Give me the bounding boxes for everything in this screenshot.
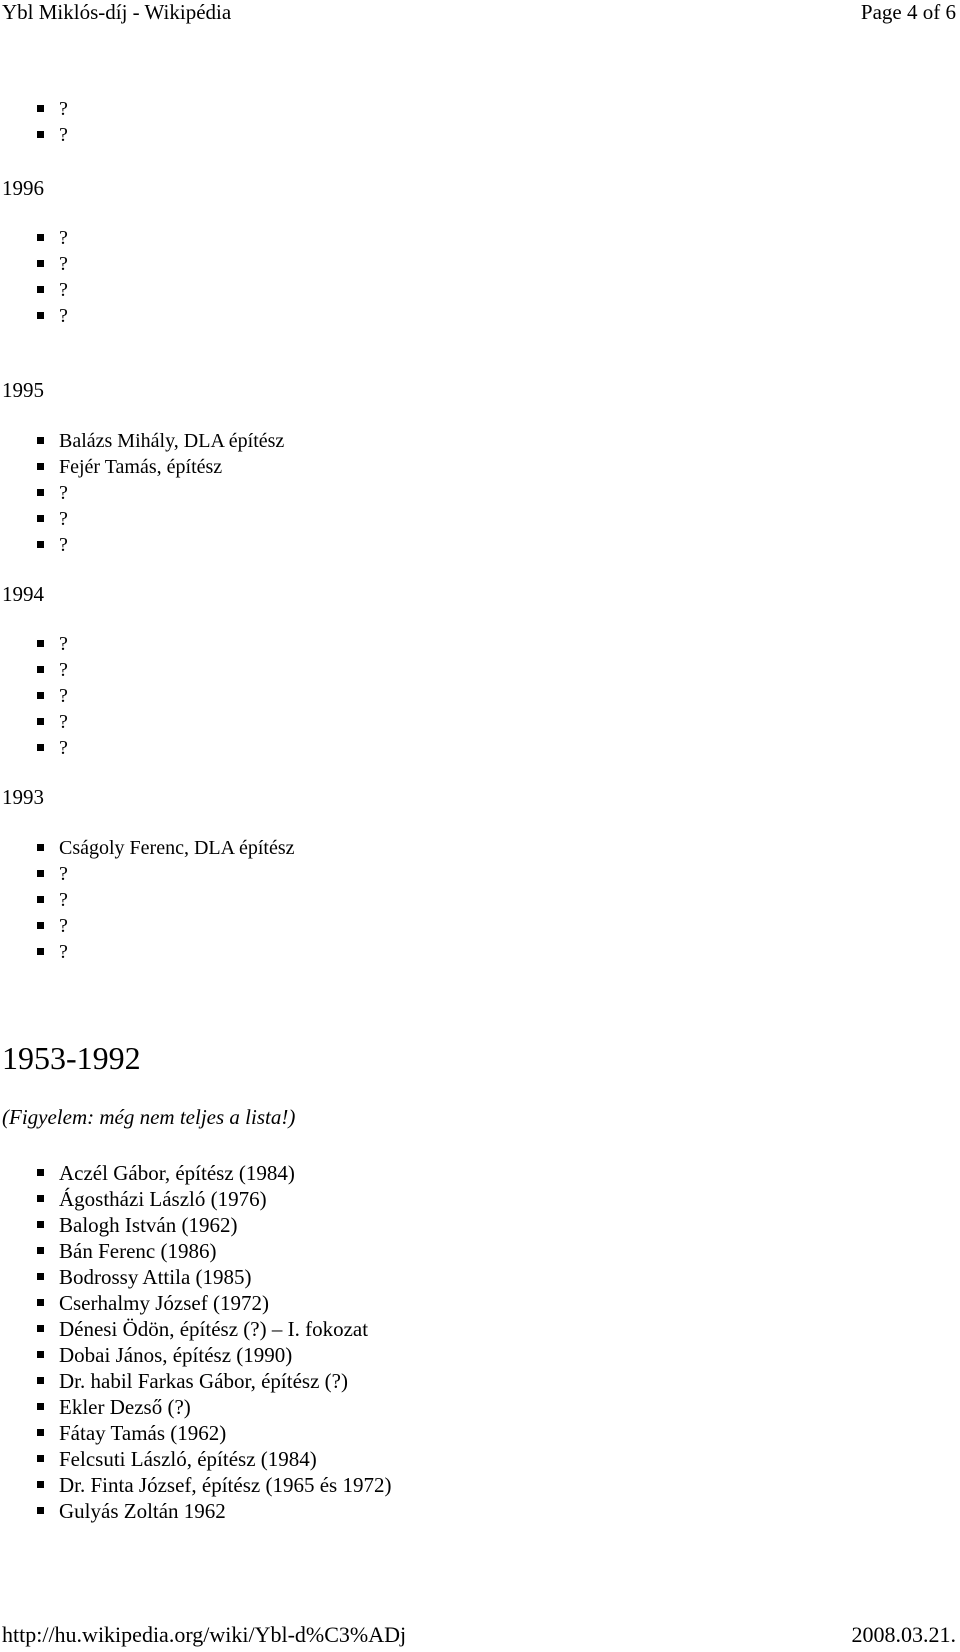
bullet-icon — [37, 640, 44, 647]
bullet-icon — [37, 286, 44, 293]
list-item-text: Felcsuti László, építész (1984) — [59, 1447, 317, 1471]
list-item-text: Bán Ferenc (1986) — [59, 1239, 217, 1263]
bullet-icon — [37, 896, 44, 903]
list-item-text: ? — [59, 124, 68, 146]
bullet-icon — [37, 666, 44, 673]
bullet-list — [0, 428, 284, 558]
list-item-text: Dobai János, építész (1990) — [59, 1343, 293, 1367]
bullet-icon — [37, 105, 44, 112]
list-item-text: Balázs Mihály, DLA építész — [59, 430, 285, 452]
year-list — [0, 631, 68, 761]
list-item — [0, 913, 295, 939]
year-list — [0, 835, 295, 965]
year-heading: 1995 — [2, 378, 44, 402]
list-item — [0, 428, 284, 454]
list-item — [0, 709, 68, 735]
list-item-text: ? — [59, 711, 68, 733]
list-item-text: ? — [59, 863, 68, 885]
list-item — [0, 1420, 391, 1446]
bullet-icon — [37, 1195, 44, 1202]
list-item-text: Dr. Finta József, építész (1965 és 1972) — [59, 1473, 392, 1497]
bullet-list — [0, 96, 68, 148]
list-item — [0, 225, 68, 251]
list-item-text: ? — [59, 508, 68, 530]
bullet-icon — [37, 1507, 44, 1514]
list-item-text: Cságoly Ferenc, DLA építész — [59, 837, 295, 859]
list-item — [0, 657, 68, 683]
year-list — [0, 225, 68, 329]
page-title: Ybl Miklós-díj - Wikipédia — [2, 0, 232, 24]
bullet-icon — [37, 437, 44, 444]
bullet-icon — [37, 1221, 44, 1228]
list-item-text: Aczél Gábor, építész (1984) — [59, 1161, 295, 1185]
list-item — [0, 861, 295, 887]
list-item — [0, 1472, 391, 1498]
list-item — [0, 251, 68, 277]
bullet-icon — [37, 541, 44, 548]
print-date: 2008.03.21. — [851, 1622, 956, 1647]
bullet-icon — [37, 1273, 44, 1280]
list-item-text: Gulyás Zoltán 1962 — [59, 1499, 226, 1523]
list-item — [0, 480, 284, 506]
list-item-text: Ágostházi László (1976) — [59, 1187, 267, 1211]
section-heading: 1953-1992 — [2, 1040, 141, 1076]
bullet-icon — [37, 1299, 44, 1306]
bullet-icon — [37, 1429, 44, 1436]
list-item — [0, 1212, 391, 1238]
list-item — [0, 735, 68, 761]
list-item-text: ? — [59, 633, 68, 655]
laureate-list — [0, 1160, 391, 1524]
bullet-icon — [37, 1169, 44, 1176]
bullet-icon — [37, 1247, 44, 1254]
list-item-text: ? — [59, 305, 68, 327]
bullet-icon — [37, 489, 44, 496]
list-item — [0, 96, 68, 122]
list-item-text: Ekler Dezső (?) — [59, 1395, 191, 1419]
list-item-text: Cserhalmy József (1972) — [59, 1291, 269, 1315]
list-item-text: Dr. habil Farkas Gábor, építész (?) — [59, 1369, 348, 1393]
bullet-icon — [37, 870, 44, 877]
list-item — [0, 887, 295, 913]
bullet-icon — [37, 1481, 44, 1488]
list-item-text: ? — [59, 941, 68, 963]
bullet-icon — [37, 1377, 44, 1384]
list-item — [0, 1342, 391, 1368]
bullet-icon — [37, 234, 44, 241]
list-item — [0, 122, 68, 148]
list-item-text: Fátay Tamás (1962) — [59, 1421, 227, 1445]
bullet-list — [0, 225, 68, 329]
bullet-icon — [37, 1403, 44, 1410]
list-item — [0, 1446, 391, 1472]
list-item-text: ? — [59, 737, 68, 759]
list-item-text: ? — [59, 227, 68, 249]
list-item-text: Bodrossy Attila (1985) — [59, 1265, 252, 1289]
list-item — [0, 835, 295, 861]
list-item — [0, 683, 68, 709]
list-item — [0, 1368, 391, 1394]
bullet-icon — [37, 948, 44, 955]
list-item-text: ? — [59, 482, 68, 504]
list-item-text: ? — [59, 889, 68, 911]
list-item — [0, 1186, 391, 1212]
page-header — [0, 0, 960, 28]
bullet-list — [0, 1160, 391, 1524]
list-item — [0, 303, 68, 329]
list-item — [0, 631, 68, 657]
list-item — [0, 506, 284, 532]
page-url: http://hu.wikipedia.org/wiki/Ybl-d%C3%ADj — [2, 1622, 407, 1647]
bullet-icon — [37, 692, 44, 699]
list-item-text: Balogh István (1962) — [59, 1213, 238, 1237]
top-list — [0, 96, 68, 148]
year-heading: 1996 — [2, 176, 44, 200]
list-item — [0, 1160, 391, 1186]
bullet-icon — [37, 515, 44, 522]
list-item-text: ? — [59, 98, 68, 120]
bullet-list — [0, 631, 68, 761]
list-item — [0, 1264, 391, 1290]
list-item-text: ? — [59, 253, 68, 275]
bullet-icon — [37, 844, 44, 851]
bullet-icon — [37, 1455, 44, 1462]
bullet-icon — [37, 1351, 44, 1358]
year-list — [0, 428, 284, 558]
bullet-icon — [37, 312, 44, 319]
list-item-text: ? — [59, 685, 68, 707]
list-item — [0, 1394, 391, 1420]
section-note: (Figyelem: még nem teljes a lista!) — [2, 1105, 296, 1129]
bullet-icon — [37, 744, 44, 751]
list-item — [0, 1290, 391, 1316]
bullet-icon — [37, 260, 44, 267]
bullet-icon — [37, 718, 44, 725]
bullet-icon — [37, 1325, 44, 1332]
list-item-text: ? — [59, 279, 68, 301]
list-item-text: ? — [59, 659, 68, 681]
list-item — [0, 277, 68, 303]
page-number: Page 4 of 6 — [860, 0, 956, 24]
bullet-list — [0, 835, 295, 965]
page-footer — [0, 1620, 960, 1652]
list-item — [0, 532, 284, 558]
list-item — [0, 454, 284, 480]
list-item — [0, 939, 295, 965]
list-item-text: Dénesi Ödön, építész (?) – I. fokozat — [59, 1317, 369, 1341]
year-heading: 1993 — [2, 785, 44, 809]
year-heading: 1994 — [2, 582, 44, 606]
bullet-icon — [37, 131, 44, 138]
list-item-text: ? — [59, 534, 68, 556]
list-item — [0, 1316, 391, 1342]
bullet-icon — [37, 463, 44, 470]
list-item-text: ? — [59, 915, 68, 937]
bullet-icon — [37, 922, 44, 929]
list-item-text: Fejér Tamás, építész — [59, 456, 223, 478]
list-item — [0, 1498, 391, 1524]
list-item — [0, 1238, 391, 1264]
